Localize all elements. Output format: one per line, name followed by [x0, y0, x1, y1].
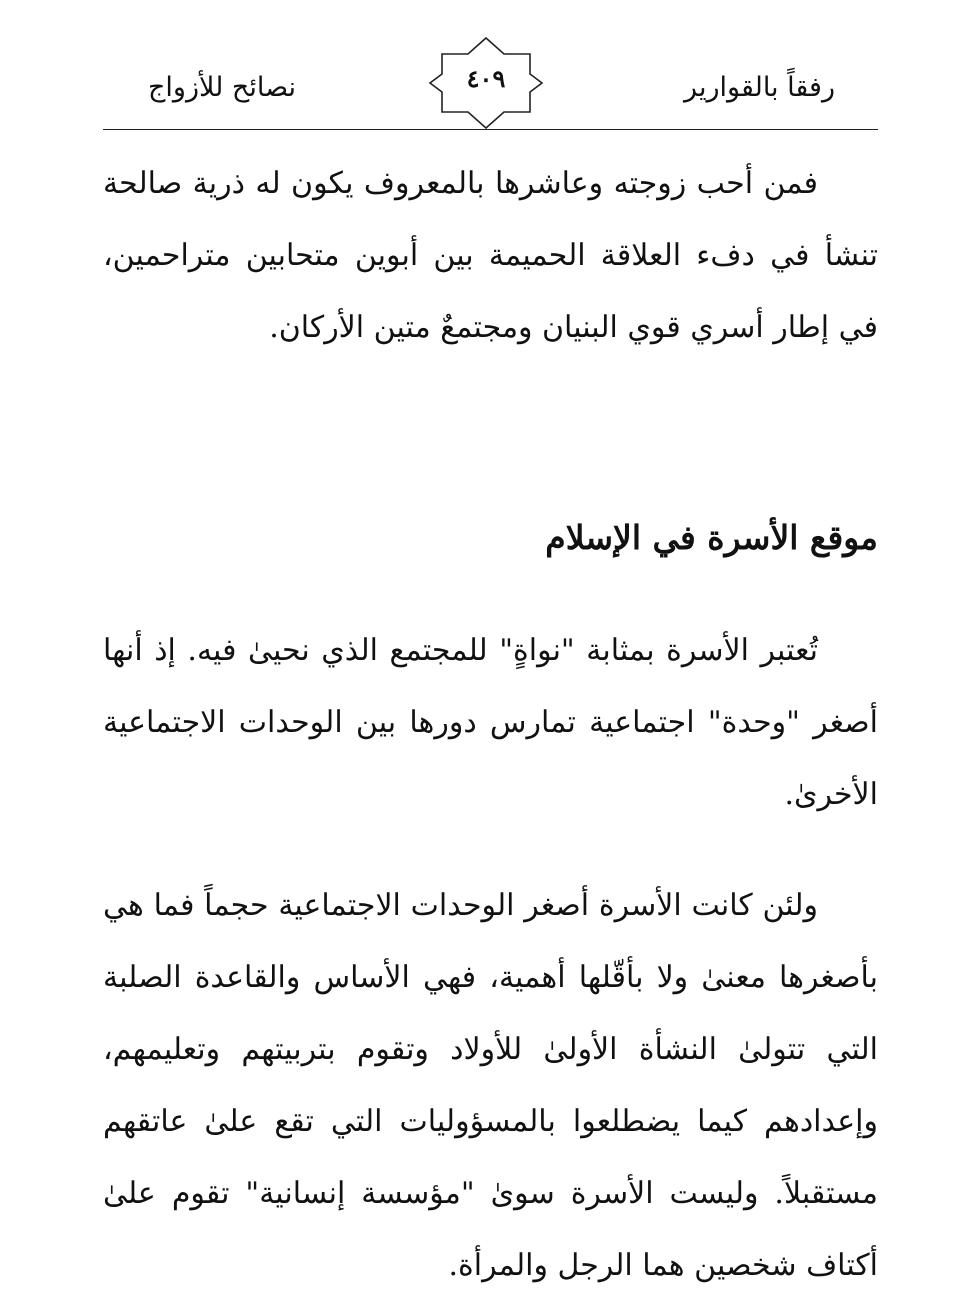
page-number-badge — [428, 36, 544, 130]
paragraph-3 — [103, 870, 878, 1302]
running-header-book-title: رفقاً بالقوارير — [684, 72, 835, 103]
running-header-chapter-title: نصائح للأزواج — [148, 72, 297, 103]
paragraph-2-text: تُعتبر الأسرة بمثابة "نواةٍ" للمجتمع الذي نحيىٰ فيه. إذ أنها أصغر "وحدة" اجتماعية تمارس دورها بين الوحدات الاجتماعية الأخرىٰ. — [103, 633, 878, 812]
section-heading: موقع الأسرة في الإسلام — [545, 518, 878, 557]
page-number: ٤٠٩ — [466, 64, 506, 93]
paragraph-2 — [103, 615, 878, 831]
paragraph-1 — [103, 148, 878, 364]
page-header — [0, 0, 980, 132]
paragraph-1-text: فمن أحب زوجته وعاشرها بالمعروف يكون له ذرية صالحة تنشأ في دفء العلاقة الحميمة بين أبوين متحابين متراحمين، في إطار أسري قوي البنيان ومجتمعٌ متين الأركان. — [103, 166, 878, 345]
header-divider — [103, 129, 878, 130]
paragraph-3-text: ولئن كانت الأسرة أصغر الوحدات الاجتماعية حجماً فما هي بأصغرها معنىٰ ولا بأقّلها أهمية، فهي الأساس والقاعدة الصلبة التي تتولىٰ النشأة الأولىٰ للأولاد وتقوم بتربيتهم وتعليمهم، وإعدادهم كيما يضطلعوا بالمسؤوليات التي تقع علىٰ عاتقهم مستقبلاً. وليست الأسرة سوىٰ "مؤسسة إنسانية" تقوم علىٰ أكتاف شخصين هما الرجل والمرأة. — [103, 888, 878, 1283]
